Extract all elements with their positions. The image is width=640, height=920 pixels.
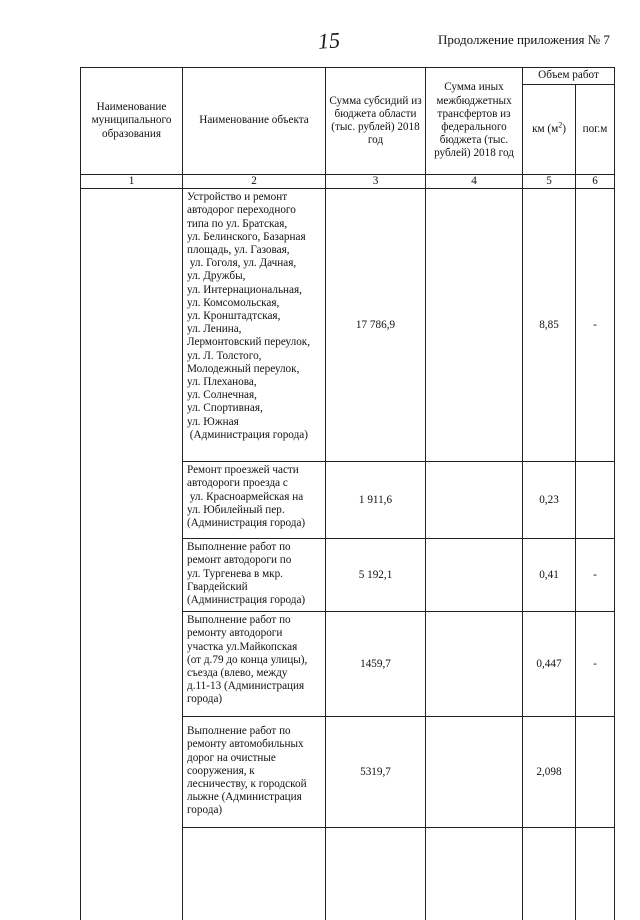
object-line: ул. Белинского, Базарная (187, 230, 306, 243)
column-number: 2 (183, 175, 326, 189)
header-subsidy: Сумма субсидий из бюджета области (тыс. рублей) 2018 год (326, 68, 426, 175)
table-row (81, 189, 615, 462)
object-cell (183, 717, 326, 828)
object-line: ул. Красноармейская на (187, 490, 304, 503)
object-line: ул. Юбилейный пер. (187, 503, 285, 516)
object-cell (183, 612, 326, 717)
header-transfers: Сумма иных межбюджетных трансфертов из федерального бюджета (тыс. рублей) 2018 год (426, 68, 523, 175)
subsidy-cell: 1 911,6 (326, 462, 426, 539)
object-line: ул. Л. Толстого, (187, 349, 262, 362)
object-line: типа по ул. Братская, (187, 217, 288, 230)
column-number: 6 (576, 175, 615, 189)
object-line: Молодежный переулок, (187, 362, 300, 375)
object-line: ул. Плеханова, (187, 376, 257, 389)
pog-cell: - (576, 612, 615, 717)
transfers-cell (426, 717, 523, 828)
object-line: ул. Гоголя, ул. Дачная, (187, 257, 297, 270)
header-pog: пог.м (576, 85, 615, 175)
object-line: съезда (влево, между (187, 667, 288, 680)
empty-cell (523, 828, 576, 920)
header-volume: Объем работ (523, 68, 615, 85)
object-line: (от д.79 до конца улицы), (187, 653, 308, 666)
annex-title: Продолжение приложения № 7 (438, 32, 610, 47)
object-line: города) (187, 693, 223, 706)
object-line: ул. Южная (187, 415, 239, 428)
empty-cell (183, 828, 326, 920)
pog-cell: - (576, 539, 615, 612)
header-km-suffix: ) (562, 122, 566, 135)
km-cell: 2,098 (523, 717, 576, 828)
subsidy-cell: 17 786,9 (326, 189, 426, 462)
object-line: Ремонт проезжей части (187, 464, 299, 477)
column-number-row (81, 175, 615, 189)
object-line: (Администрация города) (187, 428, 308, 441)
subsidy-table (80, 67, 615, 920)
header-km-prefix: км (м (532, 122, 559, 135)
object-line: (Администрация города) (187, 517, 306, 530)
km-cell: 0,447 (523, 612, 576, 717)
object-line: лесничеству, к городской (187, 778, 307, 791)
object-line: ул. Тургенева в мкр. (187, 567, 283, 580)
column-number: 4 (426, 175, 523, 189)
subsidy-cell: 5 192,1 (326, 539, 426, 612)
header-municipality: Наименование муниципального образования (81, 68, 183, 175)
object-line: площадь, ул. Газовая, (187, 244, 290, 257)
empty-cell (426, 828, 523, 920)
column-number: 1 (81, 175, 183, 189)
km-cell: 0,41 (523, 539, 576, 612)
object-line: участка ул.Майкопская (187, 640, 298, 653)
object-line: Устройство и ремонт (187, 191, 288, 204)
object-line: ул. Ленина, (187, 323, 242, 336)
object-line: ул. Спортивная, (187, 402, 263, 415)
object-line: ул. Дружбы, (187, 270, 246, 283)
object-line: сооружения, к (187, 764, 255, 777)
object-line: Выполнение работ по (187, 614, 291, 627)
object-line: лыжне (Администрация (187, 791, 302, 804)
empty-cell (576, 828, 615, 920)
object-line: ул. Солнечная, (187, 389, 257, 402)
pog-cell: - (576, 189, 615, 462)
object-line: ул. Кронштадтская, (187, 310, 281, 323)
page-number: 15 (317, 27, 341, 54)
object-line: (Администрация города) (187, 594, 306, 607)
object-line: Выполнение работ по (187, 541, 291, 554)
pog-cell (576, 717, 615, 828)
transfers-cell (426, 189, 523, 462)
transfers-cell (426, 612, 523, 717)
object-line: автодорог переходного (187, 204, 296, 217)
header-object: Наименование объекта (183, 68, 326, 175)
subsidy-cell: 1459,7 (326, 612, 426, 717)
pog-cell (576, 462, 615, 539)
km-cell: 8,85 (523, 189, 576, 462)
object-line: д.11-13 (Администрация (187, 680, 305, 693)
object-cell (183, 189, 326, 462)
column-number: 5 (523, 175, 576, 189)
transfers-cell (426, 539, 523, 612)
object-line: ул. Комсомольская, (187, 296, 280, 309)
transfers-cell (426, 462, 523, 539)
object-cell (183, 462, 326, 539)
km-cell: 0,23 (523, 462, 576, 539)
object-cell (183, 539, 326, 612)
object-line: Гвардейский (187, 580, 248, 593)
column-number: 3 (326, 175, 426, 189)
subsidy-cell: 5319,7 (326, 717, 426, 828)
header-km (523, 85, 576, 175)
object-line: города) (187, 804, 223, 817)
object-line: Лермонтовский переулок, (187, 336, 311, 349)
object-line: ул. Интернациональная, (187, 283, 302, 296)
object-line: Выполнение работ по (187, 725, 291, 738)
object-line: дорог на очистные (187, 751, 276, 764)
empty-cell (326, 828, 426, 920)
object-line: ремонту автодороги (187, 627, 283, 640)
object-line: ремонту автомобильных (187, 738, 304, 751)
municipality-cell (81, 189, 183, 920)
object-line: ремонт автодороги по (187, 554, 292, 567)
object-line: автодороги проезда с (187, 477, 288, 490)
header-km-sup: 2 (558, 120, 563, 130)
